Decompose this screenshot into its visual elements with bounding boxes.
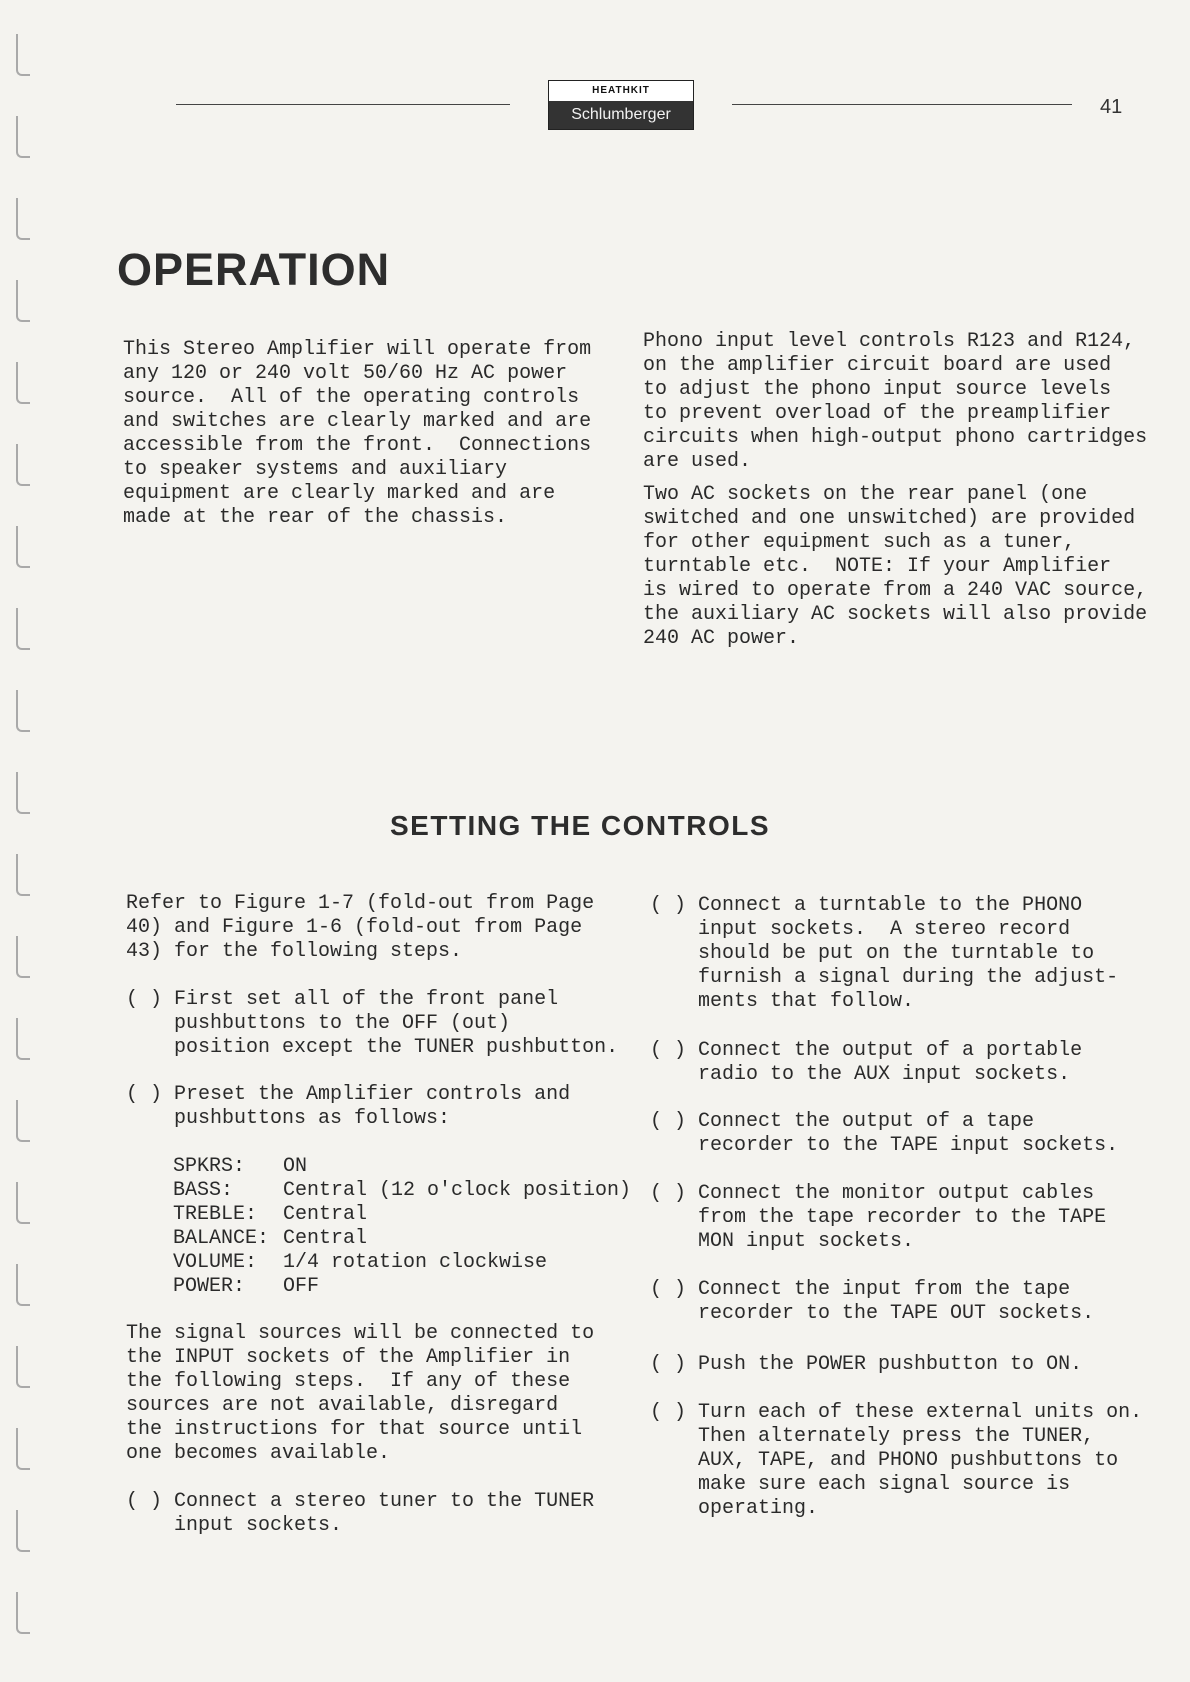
setting-intro-text: Refer to Figure 1-7 (fold-out from Page 40) and Figure 1-6 (fold-out from Page 43) for the following steps.: [126, 892, 595, 963]
binding-ring: [16, 854, 30, 896]
control-settings-list: [173, 1155, 631, 1299]
control-value: Central: [283, 1227, 368, 1250]
phono-level-text: Phono input level controls R123 and R124, on the amplifier circuit board are used to adjust the phono input source levels to prevent overload of the preamplifier circuits when high-output phono cartridges are used.: [643, 330, 1148, 473]
brand-top: HEATHKIT: [592, 85, 650, 96]
control-key: BALANCE:: [173, 1227, 270, 1250]
control-value: ON: [283, 1155, 308, 1178]
signal-sources-text: The signal sources will be connected to the INPUT sockets of the Amplifier in the following steps. If any of these sources are not available, disregard the instructions for that source until one becomes available.: [126, 1322, 595, 1465]
control-setting-row: [173, 1251, 631, 1275]
control-setting-row: [173, 1155, 631, 1179]
step-turn-on-units: ( ) Turn each of these external units on. Then alternately press the TUNER, AUX, TAPE, and PHONO pushbuttons to make sure each signal source is operating.: [650, 1401, 1143, 1520]
step-push-power: ( ) Push the POWER pushbutton to ON.: [650, 1353, 1083, 1376]
operation-intro-text: This Stereo Amplifier will operate from any 120 or 240 volt 50/60 Hz AC power source. All of the operating controls and switches are clearly marked and are accessible from the front. Connections to speaker systems and auxiliary equipment are clearly marked and are made at the rear of the chassis.: [123, 338, 592, 529]
control-key: SPKRS:: [173, 1155, 246, 1178]
step-connect-tuner: ( ) Connect a stereo tuner to the TUNER input sockets.: [126, 1490, 595, 1537]
binding-ring: [16, 1346, 30, 1388]
control-key: TREBLE:: [173, 1203, 258, 1226]
control-setting-row: [173, 1275, 631, 1299]
step-connect-aux: ( ) Connect the output of a portable radio to the AUX input sockets.: [650, 1039, 1083, 1086]
binding-ring: [16, 772, 30, 814]
header-rule-left: [176, 104, 510, 105]
binding-ring: [16, 1100, 30, 1142]
setting-controls-heading: SETTING THE CONTROLS: [390, 810, 770, 841]
control-value: Central: [283, 1203, 368, 1226]
header-rule-right: [732, 104, 1072, 105]
control-setting-row: [173, 1179, 631, 1203]
control-setting-row: [173, 1227, 631, 1251]
binding-ring: [16, 116, 30, 158]
binding-ring: [16, 936, 30, 978]
step-connect-tape-out: ( ) Connect the input from the tape recorder to the TAPE OUT sockets.: [650, 1278, 1095, 1325]
step-preset-controls: ( ) Preset the Amplifier controls and pushbuttons as follows:: [126, 1083, 571, 1130]
ac-sockets-text: Two AC sockets on the rear panel (one switched and one unswitched) are provided for other equipment such as a tuner, turntable etc. NOTE: If your Amplifier is wired to operate from a 240 VAC source, the auxiliary AC sockets will also provide 240 AC power.: [643, 483, 1148, 650]
page-number: 41: [1100, 96, 1123, 118]
binding-ring: [16, 34, 30, 76]
brand-logo: [548, 80, 694, 130]
step-front-panel: ( ) First set all of the front panel pushbuttons to the OFF (out) position except the TUNER pushbutton.: [126, 988, 619, 1059]
brand-bottom: Schlumberger: [549, 101, 693, 129]
control-key: POWER:: [173, 1275, 246, 1298]
binding-ring: [16, 1592, 30, 1634]
control-setting-row: [173, 1203, 631, 1227]
binding-ring: [16, 526, 30, 568]
step-connect-tape: ( ) Connect the output of a tape recorder to the TAPE input sockets.: [650, 1110, 1119, 1157]
operation-heading: OPERATION: [117, 244, 391, 295]
binding-ring: [16, 1182, 30, 1224]
binding-ring: [16, 1510, 30, 1552]
binding-ring: [16, 280, 30, 322]
control-key: VOLUME:: [173, 1251, 258, 1274]
binding-ring: [16, 1428, 30, 1470]
spiral-binding: [6, 20, 50, 1670]
control-value: OFF: [283, 1275, 320, 1298]
binding-ring: [16, 362, 30, 404]
control-value: 1/4 rotation clockwise: [283, 1251, 548, 1274]
step-connect-phono: ( ) Connect a turntable to the PHONO input sockets. A stereo record should be put on the turntable to furnish a signal during the adjust- ments that follow.: [650, 894, 1119, 1013]
binding-ring: [16, 608, 30, 650]
binding-ring: [16, 444, 30, 486]
control-value: Central (12 o'clock position): [283, 1179, 632, 1202]
binding-ring: [16, 1264, 30, 1306]
binding-ring: [16, 198, 30, 240]
control-key: BASS:: [173, 1179, 234, 1202]
binding-ring: [16, 1018, 30, 1060]
binding-ring: [16, 690, 30, 732]
step-connect-monitor: ( ) Connect the monitor output cables from the tape recorder to the TAPE MON input sockets.: [650, 1182, 1107, 1253]
